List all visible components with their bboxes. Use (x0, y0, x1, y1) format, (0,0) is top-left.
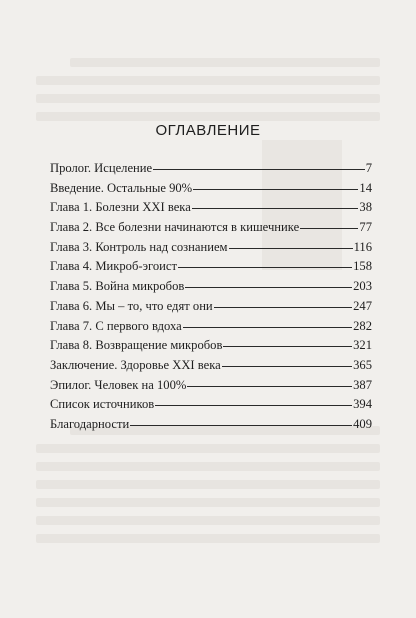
toc-entry-page-number: 365 (353, 357, 372, 372)
toc-entry-page-number: 77 (359, 220, 372, 235)
toc-entry (50, 218, 372, 238)
toc-entry (50, 395, 372, 415)
toc-entry-label: Глава 3. Контроль над сознанием (50, 239, 228, 254)
toc-leader-line (193, 189, 358, 190)
toc-leader-line (185, 287, 352, 288)
toc-entry (50, 277, 372, 297)
toc-entry (50, 356, 372, 376)
page-title: ОГЛАВЛЕНИЕ (155, 122, 261, 139)
table-of-contents (50, 159, 372, 435)
toc-leader-line (183, 327, 352, 328)
toc-entry-label: Глава 4. Микроб-эгоист (50, 259, 177, 274)
toc-entry (50, 415, 372, 435)
toc-leader-line (178, 267, 352, 268)
toc-leader-line (187, 386, 352, 387)
toc-entry-page-number: 7 (365, 161, 372, 175)
toc-entry (50, 317, 372, 337)
toc-leader-line (222, 366, 352, 367)
toc-leader-line (300, 228, 358, 229)
toc-entry-page-number: 116 (353, 239, 372, 254)
toc-leader-line (192, 208, 359, 209)
toc-entry-page-number: 38 (359, 200, 372, 215)
toc-entry-page-number: 321 (353, 338, 372, 353)
toc-leader-line (223, 346, 352, 347)
toc-entry (50, 238, 372, 258)
toc-entry-label: Список источников (50, 397, 155, 412)
toc-entry-label: Глава 2. Все болезни начинаются в кишечнике (50, 220, 300, 235)
toc-entry-page-number: 282 (353, 318, 372, 333)
toc-leader-line (229, 248, 353, 249)
toc-entry-label: Благодарности (50, 416, 130, 431)
toc-entry-label: Глава 6. Мы – то, что едят они (50, 298, 213, 313)
toc-leader-line (155, 405, 352, 406)
toc-entry (50, 376, 372, 396)
toc-entry (50, 336, 372, 356)
toc-leader-line (130, 425, 352, 426)
toc-entry-page-number: 409 (353, 416, 372, 431)
toc-entry-label: Пролог. Исцеление (50, 161, 153, 175)
toc-entry-page-number: 203 (353, 279, 372, 294)
toc-entry (50, 159, 372, 179)
toc-entry-label: Эпилог. Человек на 100% (50, 377, 187, 392)
toc-entry (50, 179, 372, 199)
toc-entry-page-number: 387 (353, 377, 372, 392)
toc-entry-label: Заключение. Здоровье XXI века (50, 357, 221, 372)
toc-entry (50, 297, 372, 317)
toc-entry-page-number: 247 (353, 298, 372, 313)
toc-entry-label: Глава 1. Болезни XXI века (50, 200, 191, 215)
toc-entry-label: Глава 5. Война микробов (50, 279, 185, 294)
toc-entry (50, 198, 372, 218)
toc-entry-label: Глава 7. С первого вдоха (50, 318, 182, 333)
toc-entry (50, 257, 372, 277)
toc-leader-line (214, 307, 352, 308)
toc-leader-line (153, 169, 365, 170)
toc-entry-page-number: 394 (353, 397, 372, 412)
toc-entry-label: Введение. Остальные 90% (50, 180, 193, 195)
toc-entry-label: Глава 8. Возвращение микробов (50, 338, 223, 353)
toc-entry-page-number: 158 (353, 259, 372, 274)
toc-entry-page-number: 14 (359, 180, 372, 195)
